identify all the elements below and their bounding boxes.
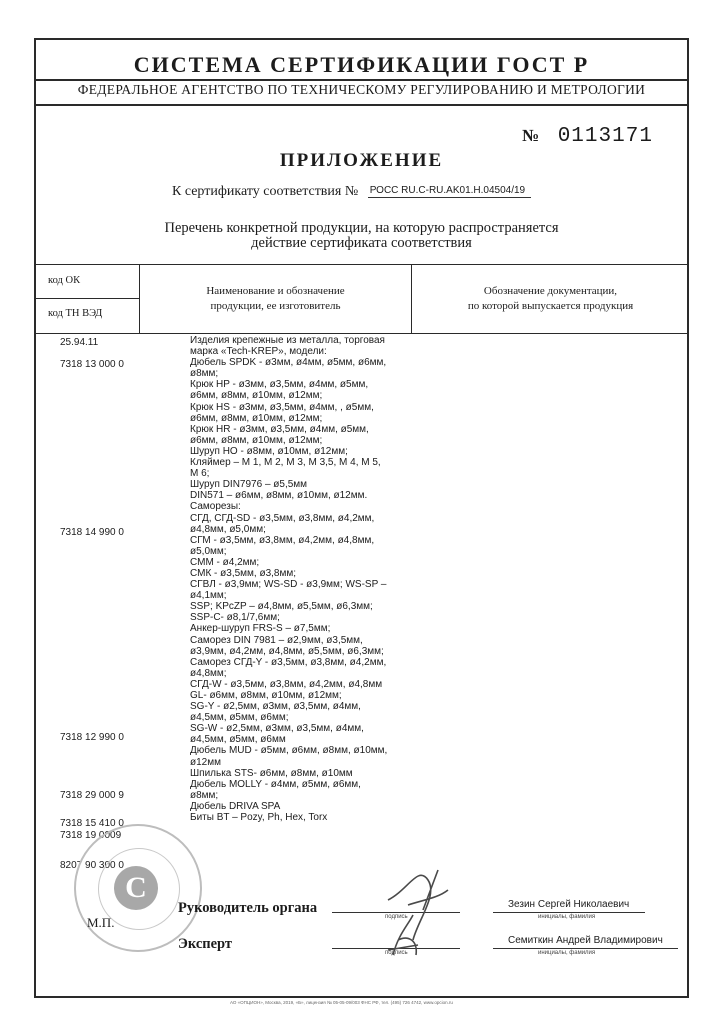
- head-name-caption: инициалы, фамилия: [538, 914, 596, 920]
- header-divider-bottom: [34, 104, 689, 106]
- expert-signature-icon: [378, 905, 438, 965]
- stamp-label: М.П.: [87, 915, 115, 930]
- print-footer: АО «ОПЦИОН», Москва, 2019, «Б», лицензия № 05-05-09/003 ФНС РФ, тел. (495) 726 4742, www.opcion.ru: [230, 1000, 453, 1005]
- col-header-tnved-code: код ТН ВЭД: [48, 308, 103, 319]
- header-divider-top: [34, 79, 689, 81]
- expert-name-line: [493, 948, 678, 949]
- expert-role: Эксперт: [178, 936, 233, 952]
- head-of-body-role: Руководитель органа: [178, 900, 318, 916]
- code-tnved: 7318 13 000 0: [60, 359, 124, 370]
- list-heading-line1: Перечень конкретной продукции, на которую распространяется: [164, 220, 559, 236]
- code-tnved: 7318 19 0009: [60, 830, 122, 841]
- head-name: Зезин Сергей Николаевич: [508, 899, 630, 910]
- expert-signature-caption: подпись: [385, 950, 408, 956]
- page-title: ПРИЛОЖЕНИЕ: [279, 150, 444, 171]
- code-tnved: 8207 90 300 0: [60, 860, 124, 871]
- agency-name: ФЕДЕРАЛЬНОЕ АГЕНТСТВО ПО ТЕХНИЧЕСКОМУ РЕГУЛИРОВАНИЮ И МЕТРОЛОГИИ: [77, 82, 646, 97]
- code-ok: 25.94.11: [60, 337, 99, 348]
- expert-name-caption: инициалы, фамилия: [538, 950, 596, 956]
- list-heading-line2: действие сертификата соответствия: [251, 235, 472, 251]
- col-header-ok-code: код ОК: [48, 275, 81, 286]
- head-name-line: [493, 912, 645, 913]
- form-number: [522, 125, 653, 148]
- col-header-product: Наименование и обозначение продукции, ее изготовитель: [206, 285, 345, 312]
- certificate-line: [172, 184, 531, 200]
- seal-logo-icon: С: [114, 866, 158, 910]
- certificate-number: РОСС RU.C-RU.AK01.H.04504/19: [368, 185, 531, 198]
- number-sign: №: [522, 126, 541, 145]
- system-title: СИСТЕМА СЕРТИФИКАЦИИ ГОСТ Р: [133, 52, 590, 77]
- code-tnved: 7318 12 990 0: [60, 732, 124, 743]
- product-description: Изделия крепежные из металла, торговая марка «Tech-KREP», модели: Дюбель SPDK - ø3мм, ø4мм, ø5мм, ø6мм, ø8мм; Крюк HP - ø3мм, ø3,5мм, ø4мм, ø5мм, ø6мм, ø8мм, ø10мм, ø12мм; Крюк HS - ø3мм, ø3,5мм, ø4мм, , ø5мм, ø6мм, ø8мм, ø10мм, ø12мм; Крюк HR - ø3мм, ø3,5мм, ø4мм, ø5мм, ø6мм, ø8мм, ø10мм, ø12мм; Шуруп HO - ø8мм, ø10мм, ø12мм; Кляймер – М 1, М 2, М 3, М 3,5, М 4, М 5, М 6; Шуруп DIN7976 – ø5,5мм DIN571 – ø6мм, ø8мм, ø10мм, ø12мм. Саморезы: СГД, СГД-SD - ø3,5мм, ø3,8мм, ø4,2мм, ø4,8мм, ø5,0мм; СГМ - ø3,5мм, ø3,8мм, ø4,2мм, ø4,8мм, ø5,0мм; СММ - ø4,2мм; СМК - ø3,5мм, ø3,8мм; СГВЛ - ø3,9мм; WS-SD - ø3,9мм; WS-SP – ø4,1мм; SSP; KPcZP – ø4,8мм, ø5,5мм, ø6,3мм; SSP-C- ø8,1/7,6мм; Анкер-шуруп FRS-S – ø7,5мм; Саморез DIN 7981 – ø2,9мм, ø3,5мм, ø3,9мм, ø4,2мм, ø4,8мм, ø5,5мм, ø6,3мм; Саморез СГД-Y - ø3,5мм, ø3,8мм, ø4,2мм, ø4,8мм; СГД-W - ø3,5мм, ø3,8мм, ø4,2мм, ø4,8мм GL- ø6мм, ø8мм, ø10мм, ø12мм; SG-Y - ø2,5мм, ø3мм, ø3,5мм, ø4мм, ø4,5мм, ø5мм, ø6мм; SG-W - ø2,5мм, ø3мм, ø3,5мм, ø4мм, ø4,5мм, ø5мм, ø6мм Дюбель MUD - ø5мм, ø6мм, ø8мм, ø10мм, ø12мм Шпилька STS- ø6мм, ø8мм, ø10мм Дюбель MOLLY - ø4мм, ø5мм, ø6мм, ø8мм; Дюбель DRIVA SPA Биты BT – Pozy, Ph, Hex, Torx: [190, 335, 388, 824]
- code-tnved: 7318 29 000 9: [60, 790, 124, 801]
- code-tnved: 7318 15 410 0: [60, 818, 124, 829]
- expert-name: Семиткин Андрей Владимирович: [508, 935, 663, 946]
- head-signature-caption: подпись: [385, 914, 408, 920]
- table-header: [34, 264, 689, 334]
- code-tnved: 7318 14 990 0: [60, 527, 124, 538]
- certificate-label: К сертификату соответствия №: [172, 184, 359, 199]
- seal-stamp: [74, 824, 202, 952]
- col-header-documentation: Обозначение документации, по которой выпускается продукция: [467, 285, 634, 312]
- form-number-value: 0113171: [557, 125, 653, 148]
